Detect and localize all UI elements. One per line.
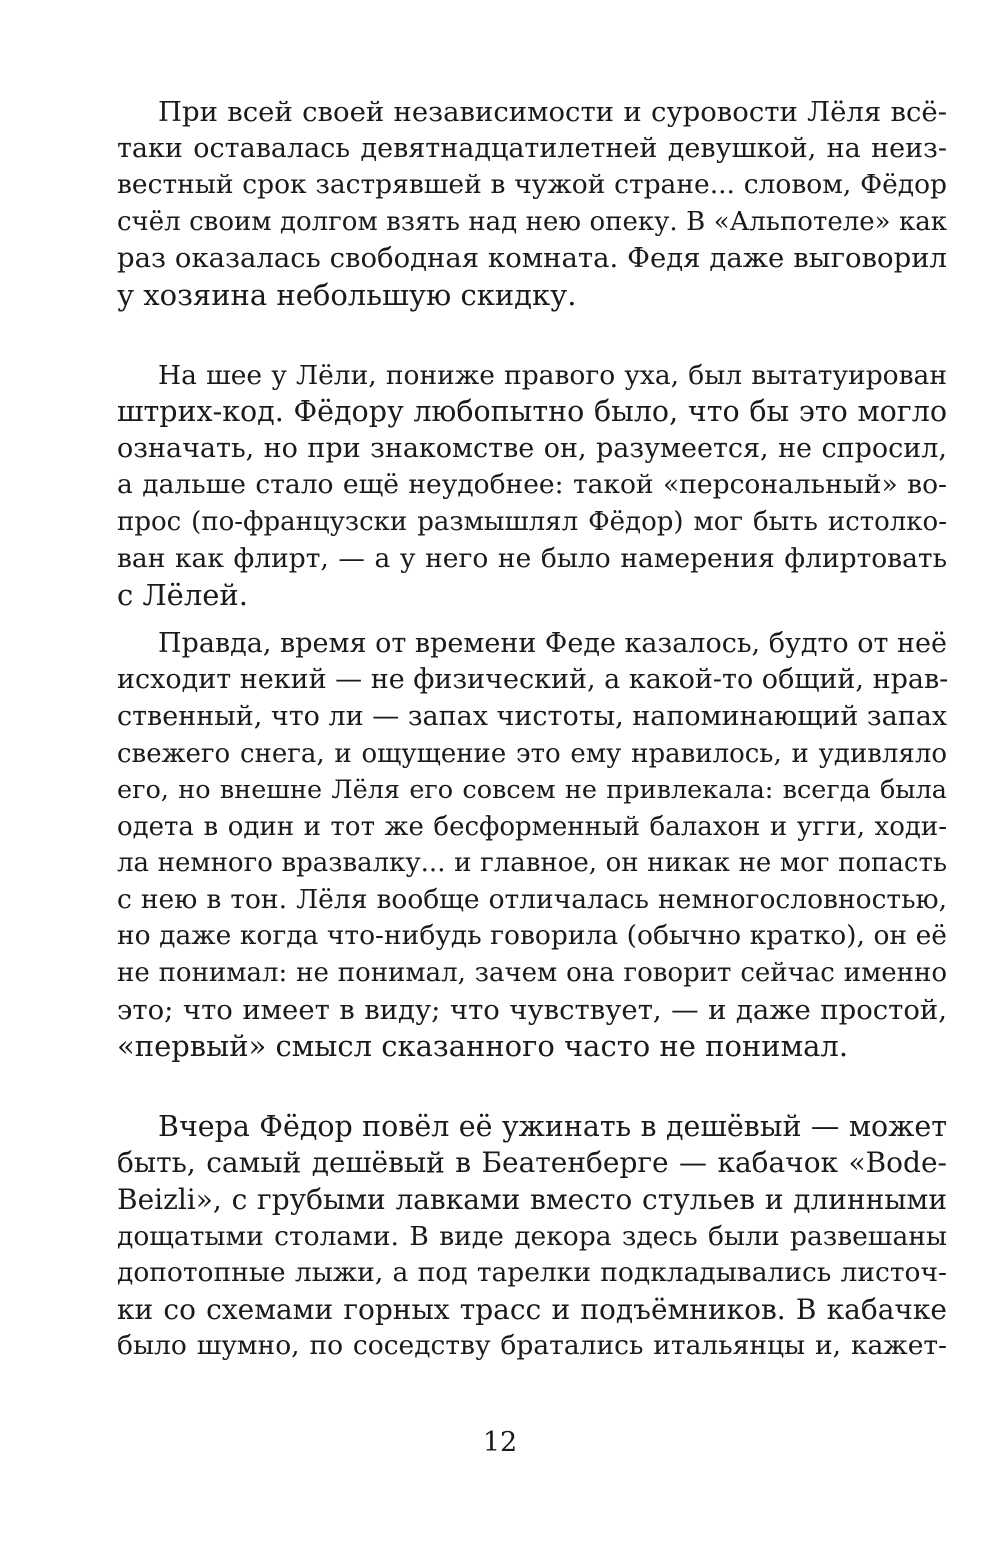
text-line: счёл своим долгом взять над нею опеку. В «Альпотеле» как [117,206,947,237]
page-number: 12 [482,1427,518,1458]
text-line: Beizli», с грубыми лавками вместо стульев и длинными [117,1183,947,1217]
paragraph-1 [117,94,947,314]
text-line: ственный, что ли — запах чистоты, напоминающий запах [117,700,948,732]
text-line: вестный срок застрявшей в чужой стране... словом, Фёдор [117,169,947,201]
text-line: исходит некий — не физический, а какой-то общий, нрав- [117,664,949,696]
paragraph-4 [117,1109,947,1365]
text-line: ки со схемами горных трасс и подъёмников. В кабачке [117,1292,947,1326]
text-line: дощатыми столами. В виде декора здесь были развешаны [117,1220,947,1252]
text-line: штрих-код. Фёдору любопытно было, что бы это могло [117,395,947,429]
text-line: таки оставалась девятнадцатилетней девушкой, на неиз- [117,132,947,164]
text-line: Вчера Фёдор повёл её ужинать в дешёвый — может [158,1109,947,1143]
text-line: При всей своей независимости и суровости Лёля всё- [158,96,947,128]
text-line: ван как флирт, — а у него не было намерения флиртовать [117,542,947,574]
text-line: означать, но при знакомстве он, разумеется, не спросил, [117,432,947,464]
text-line: с Лёлей. [117,578,248,613]
paragraph-3 [117,626,947,1065]
text-line: это; что имеет в виду; что чувствует, — и даже простой, [117,993,947,1026]
text-line: ла немного вразвалку... и главное, он никак не мог попасть [117,848,947,879]
text-line: одета в один и тот же бесформенный балахон и угги, ходи- [117,811,947,842]
text-line: На шее у Лёли, пониже правого уха, был вытатуирован [158,359,947,391]
text-line: у хозяина небольшую скидку. [117,277,577,312]
text-line: не понимал: не понимал, зачем она говорит сейчас именно [117,958,947,989]
text-line: раз оказалась свободная комната. Федя даже выговорил [117,242,947,275]
text-line: Правда, время от времени Феде казалось, будто от неё [158,627,947,659]
text-line: но даже когда что-нибудь говорила (обычно кратко), он её [117,920,947,952]
text-line: быть, самый дешёвый в Беатенберге — кабачок «Bode- [117,1146,947,1180]
text-line: свежего снега, и ощущение это ему нравилось, и удивляло [117,738,947,769]
text-line: его, но внешне Лёля его совсем не привлекала: всегда была [117,775,947,806]
text-line: прос (по-французски размышлял Фёдор) мог быть истолко- [117,506,947,537]
text-line: с нею в тон. Лёля вообще отличалась немногословностью, [117,883,947,915]
text-line: «первый» смысл сказанного часто не понимал. [117,1029,849,1064]
page-body [117,94,947,1365]
text-line: допотопные лыжи, а под тарелки подкладывались листоч- [117,1257,947,1289]
paragraph-2 [117,358,947,614]
text-line: было шумно, по соседству братались итальянцы и, кажет- [117,1330,947,1362]
text-line: а дальше стало ещё неудобнее: такой «персональный» во- [117,469,947,501]
